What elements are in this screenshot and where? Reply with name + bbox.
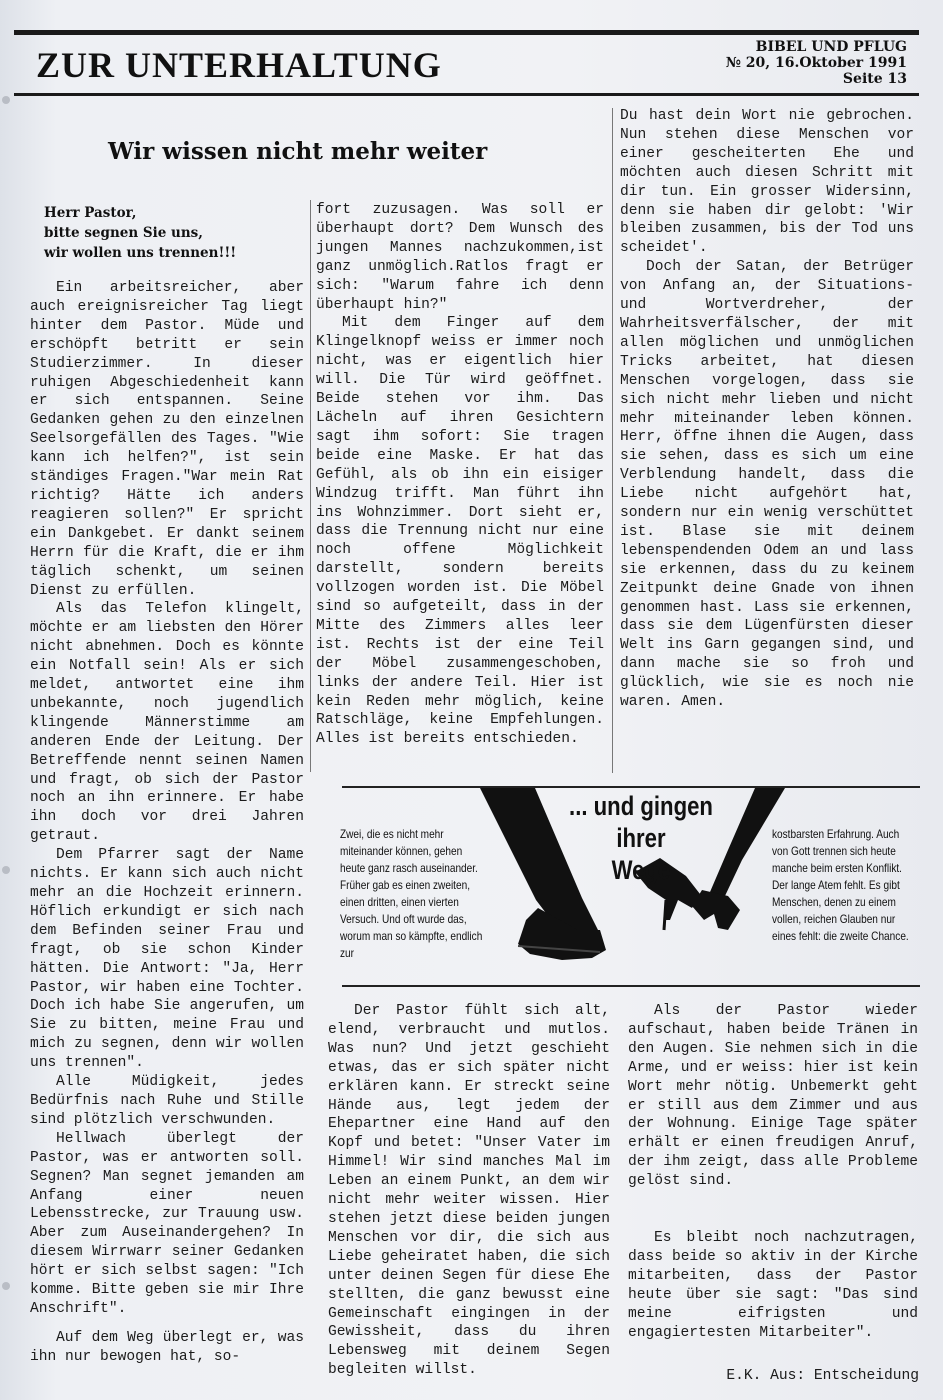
column-divider (310, 200, 311, 772)
paragraph: Als das Telefon klingelt, möchte er am liebsten den Hörer nicht abnehmen. Doch es könnte ein Notfall sein! Als er sich meldet, antwortet eine ihm unbekannte, noch jugendlich klingende Männerstimme am anderen Ende der Leitung. Der Betreffende nennt seinen Namen und fragt, ob sich der Pastor noch an ihn erinnere. Er habe ihn doch vor drei Jahren getraut. (30, 601, 304, 845)
article-headline: Wir wissen nicht mehr weiter (108, 138, 488, 165)
paragraph: Mit dem Finger auf dem Klingelknopf weiss er immer noch nicht, was er eigentlich hier will. Die Tür wird geöffnet. Beide stehen vor ihm. Das Lächeln auf ihren Gesichtern sagt ihm sofort: Sie tragen beide eine Maske. Er hat das Gefühl, als ob ihn ein eisiger Windzug trifft. Man führt ihn ins Wohnzimmer. Dort sieht er, dass die Trennung nicht nur eine noch offene Möglichkeit darstellt, sondern bereits vollzogen worden ist. Die Möbel sind so aufgeteilt, dass in der Mitte des Zimmers alles leer ist. Rechts ist der eine Teil der Möbel zusammengeschoben, links der andere Teil. Hier ist kein Reden mehr möglich, keine Ratschläge, keine Empfehlungen. Alles ist bereits entschieden. (316, 315, 604, 748)
text-column-3 (620, 107, 914, 712)
issue-date: № 20, 16.Oktober 1991 (725, 55, 907, 71)
header-rule-top (14, 30, 919, 35)
illustration-caption-left: Zwei, die es nicht mehr miteinander können, gehen heute ganz rasch auseinander. Früher gab es einen zweiten, einen dritten, einen vierten Versuch. Und oft wurde das, worum man so kämpfte, endlich zur (340, 827, 483, 960)
column-divider (612, 108, 613, 773)
text-column-1 (30, 279, 304, 1367)
paragraph: Als der Pastor wieder aufschaut, haben beide Tränen in den Augen. Sie nehmen sich in die Arme, und er weiss: hier ist kein Wort mehr nötig. Unbemerkt geht er still aus dem Zimmer und aus der Wohnung. Einige Tage später erhält er einen freudigen Anruf, der ihm zeigt, dass alle Probleme gelöst sind. (628, 1003, 918, 1190)
paragraph: Du hast dein Wort nie gebrochen. Nun stehen diese Menschen vor einer gescheiterten Ehe und möchten auch diesen Schritt mit dir tun. Ein grosser Widersinn, denn sie haben dir gelobt: 'Wir bleiben zusammen, bis der Tod uns scheidet'. (620, 108, 914, 257)
paragraph: Alle Müdigkeit, jedes Bedürfnis nach Ruhe und Stille sind plötzlich verschwunden. (30, 1074, 304, 1128)
punch-hole (2, 1282, 10, 1290)
punch-hole (2, 96, 10, 104)
illustration-title (568, 790, 714, 886)
header-rule-bottom (14, 93, 919, 96)
paragraph: fort zuzusagen. Was soll er überhaupt dort? Dem Wunsch des jungen Mannes nachzukommen,ist ganz unmöglich.Ratlos fragt er sich: "Warum fahre ich denn überhaupt hin?" (316, 202, 604, 313)
page-number: Seite 13 (842, 71, 907, 87)
illustration-box (330, 780, 920, 988)
lead-line: Herr Pastor, (44, 205, 137, 221)
illustration-rule-bottom (342, 985, 920, 987)
article-lead (44, 203, 236, 263)
paragraph: Dem Pfarrer sagt der Name nichts. Er kann sich auch nicht mehr an die Hochzeit erinnern. Höflich erkundigt er sich nach dem Befinden seiner Frau und fragt, ob sie schon Kinder hätten. Die Antwort: "Ja, Herr Pastor, wir haben eine Tochter. Doch ich habe Sie angerufen, um Sie zu bitten, meine Frau und mich zu segnen, denn wir wollen uns trennen". (30, 847, 304, 1072)
lead-line: wir wollen uns trennen!!! (44, 245, 237, 261)
illustration-caption-right: kostbarsten Erfahrung. Auch von Gott trennen sich heute manche beim ersten Konflikt. Der lange Atem fehlt. Es gibt Menschen, denen zu einem vollen, reichen Glauben nur eines fehlt: die zweite Chance. (772, 827, 909, 943)
publication-name: BIBEL UND PFLUG (755, 39, 907, 55)
article-signature: E.K. Aus: Entscheidung (726, 1368, 919, 1384)
lead-line: bitte segnen Sie uns, (44, 225, 203, 241)
paragraph: Hellwach überlegt der Pastor, was er antworten soll. Segnen? Man segnet jemanden am Anfang einer neuen Lebensstrecke, zur Trauung usw. Aber zum Auseinandergehen? In diesem Wirrwarr seiner Gedanken hört er sich selbst sagen: "Ich komme. Bitte geben sie mir Ihre Anschrift". (30, 1130, 304, 1317)
punch-hole (2, 866, 10, 874)
illustration-title-line: Wege (611, 855, 671, 885)
text-column-2 (316, 201, 604, 749)
illustration-title-line: ... und gingen (569, 791, 713, 821)
text-column-3-final (628, 1229, 918, 1342)
paragraph: Auf dem Weg überlegt er, was ihn nur bewogen hat, so- (30, 1329, 304, 1365)
paragraph: Doch der Satan, der Betrüger von Anfang an, der Situations- und Wortverdreher, der Wahrheitsverfälscher, der mit allen möglichen und unmöglichen Tricks arbeitet, hat diesen Menschen vorgelogen, dass sie sich nicht mehr lieben und nicht mehr miteinander leben können. Herr, öffne ihnen die Augen, dass sie sehen, dass es sich um eine Verblendung handelt, dass die Liebe nicht aufgehört hat, sondern nur ein wenig verschüttet ist. Blase sie mit deinem lebenspendenden Odem an und lass sie erkennen, dass du zu keinem Zeitpunkt deine Gnade von ihnen genommen hast. Lass sie erkennen, dass sie dem Lügenfürsten dieser Welt ins Garn gegangen sind, und dann mache sie so froh und glücklich, wie sie es noch nie waren. Amen. (620, 259, 914, 711)
paragraph: Der Pastor fühlt sich alt, elend, verbraucht und mutlos. Was nun? Und jetzt geschieht etwas, das er sich später nicht erklären kann. Er streckt seine Hände aus, legt jedem der Ehepartner eine Hand auf den Kopf und betet: "Unser Vater im Himmel! Wir sind manches Mal im Leben an einem Punkt, an dem wir nicht mehr weiter wissen. Hier stehen jetzt diese beiden jungen Menschen vor dir, die sich aus Liebe geheiratet haben, die sich unter deinen Segen für diese Ehe stellten, die ganz bewusst eine Gemeinschaft eingingen in der Gewissheit, dass du ihren Lebensweg mit deinem Segen begleiten willst. (328, 1003, 610, 1379)
paragraph: Ein arbeitsreicher, aber auch ereignisreicher Tag liegt hinter dem Pastor. Müde und erschöpft betritt er sein Studierzimmer. In dieser ruhigen Abgeschiedenheit kann er sich entspannen. Seine Gedanken gehen zu den einzelnen Seelsorgefällen des Tages. "Wie kann ich helfen?", ist sein ständiges Fragen."War mein Rat richtig? Hätte ich anders reagieren sollen?" Er spricht ein Dankgebet. Er dankt seinem Herrn für die Kraft, die er ihm täglich schenkt, um seinen Dienst zu erfüllen. (30, 280, 304, 599)
paragraph: Es bleibt noch nachzutragen, dass beide so aktiv in der Kirche mitarbeiten, dass der Pastor heute über sie sagt: "Das sind meine eifrigsten und engagiertesten Mitarbeiter". (628, 1230, 918, 1341)
illustration-title-line: ihrer (616, 823, 666, 853)
text-column-2-lower (328, 1002, 610, 1380)
text-column-3-lower (628, 1002, 918, 1191)
masthead (726, 39, 907, 87)
section-title: ZUR UNTERHALTUNG (36, 45, 442, 85)
